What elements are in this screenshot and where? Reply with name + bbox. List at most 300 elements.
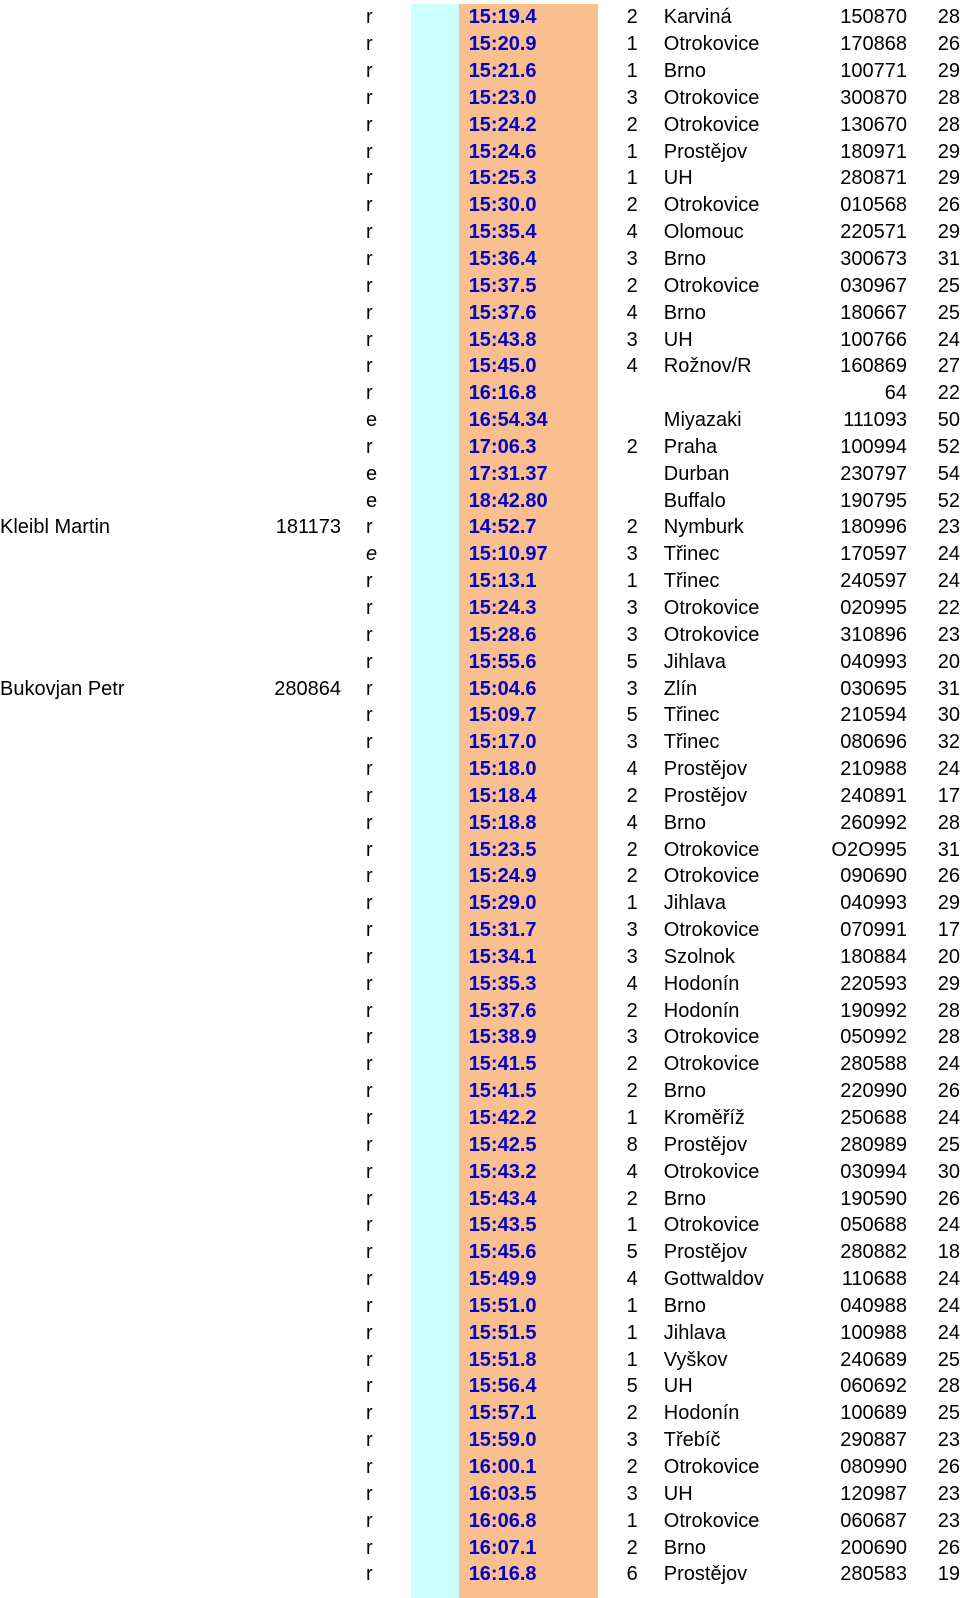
athlete-id [248,192,341,219]
athlete-age: 24 [937,1268,960,1291]
blank-cell [417,1319,461,1346]
athlete-age: 23 [937,1429,960,1452]
table-row [0,729,960,756]
athlete-id [248,1078,341,1105]
athlete-id [248,326,341,353]
venue: Rožnov/R [663,355,752,378]
athlete-name [0,31,248,58]
table-row [0,1158,960,1185]
record-type: r [366,919,373,942]
athlete-id [248,648,341,675]
result-time: 16:07.1 [468,1536,537,1559]
result-date: 090690 [840,865,908,888]
athlete-name [0,1185,248,1212]
result-date: 040988 [840,1294,908,1317]
athlete-age: 25 [937,1133,960,1156]
venue: Vyškov [663,1348,728,1371]
result-time: 15:35.4 [468,221,537,244]
result-time: 16:16.8 [468,382,537,405]
result-date: 030967 [840,274,908,297]
heat-number: 1 [626,1294,638,1317]
venue: Brno [663,1294,707,1317]
blank-cell [417,1266,461,1293]
venue: Gottwaldov [663,1268,764,1291]
table-row [0,1319,960,1346]
heat-number: 2 [626,1053,638,1076]
record-type: r [366,650,373,673]
heat-number: 4 [626,972,638,995]
record-type: r [366,328,373,351]
heat-number: 5 [626,650,638,673]
athlete-id [248,1427,341,1454]
blank-cell [417,809,461,836]
athlete-name [0,1373,248,1400]
venue: Hodonín [663,1402,740,1425]
result-date: 290887 [840,1429,908,1452]
venue: Otrokovice [663,865,760,888]
result-time: 15:18.0 [468,758,537,781]
heat-number: 3 [626,623,638,646]
result-time: 15:43.8 [468,328,537,351]
table-row [0,568,960,595]
blank-cell [417,1158,461,1185]
record-type: e [366,489,378,512]
athlete-id [248,1266,341,1293]
result-date: 260992 [840,811,908,834]
venue: Zlín [663,677,698,700]
blank-cell [417,4,461,31]
blank-cell [417,246,461,273]
heat-number: 2 [626,1536,638,1559]
record-type: r [366,623,373,646]
athlete-age: 31 [937,677,960,700]
blank-cell [417,756,461,783]
blank-cell [417,1507,461,1534]
result-time: 15:18.8 [468,811,537,834]
heat-number: 4 [626,1268,638,1291]
result-date: 210594 [840,704,908,727]
athlete-name [0,407,248,434]
athlete-name [0,1507,248,1534]
athlete-id [248,1319,341,1346]
heat-number: 1 [626,140,638,163]
table-row [0,514,960,541]
athlete-id [248,1131,341,1158]
blank-cell [417,648,461,675]
athlete-name [0,836,248,863]
athlete-id [248,4,341,31]
table-row [0,31,960,58]
table-row [0,353,960,380]
blank-cell [417,970,461,997]
venue: Prostějov [663,1133,748,1156]
athlete-name [0,1158,248,1185]
athlete-id [248,729,341,756]
venue: Třinec [663,731,720,754]
record-type: r [366,677,373,700]
blank-cell [417,1105,461,1132]
result-time: 15:43.5 [468,1214,537,1237]
venue: UH [663,328,693,351]
table-row [0,863,960,890]
result-time: 15:31.7 [468,919,537,942]
athlete-id [248,165,341,192]
blank-cell [417,1373,461,1400]
blank-cell [417,1293,461,1320]
athlete-id [248,944,341,971]
record-type: r [366,1268,373,1291]
venue: UH [663,167,693,190]
result-time: 15:37.5 [468,274,537,297]
record-type: r [366,1294,373,1317]
venue: Prostějov [663,758,748,781]
blank-cell [417,863,461,890]
blank-cell [417,729,461,756]
result-date: 020995 [840,596,908,619]
table-row [0,58,960,85]
blank-cell [417,595,461,622]
result-time: 15:17.0 [468,731,537,754]
athlete-name [0,434,248,461]
blank-cell [417,434,461,461]
venue: UH [663,1482,693,1505]
athlete-age: 26 [937,865,960,888]
venue: Brno [663,1187,707,1210]
record-type: e [366,462,378,485]
table-row [0,1346,960,1373]
record-type: r [366,1107,373,1130]
result-time: 15:41.5 [468,1080,537,1103]
athlete-age: 28 [937,1375,960,1398]
athlete-age: 29 [937,892,960,915]
athlete-id [248,1400,341,1427]
athlete-age: 23 [937,1482,960,1505]
blank-cell [417,782,461,809]
venue: Otrokovice [663,596,760,619]
table-row [0,1266,960,1293]
athlete-age: 19 [937,1563,960,1586]
table-row [0,756,960,783]
table-row [0,460,960,487]
record-type: r [366,596,373,619]
athlete-name [0,246,248,273]
heat-number: 1 [626,60,638,83]
athlete-age: 30 [937,1160,960,1183]
result-time: 15:28.6 [468,623,537,646]
heat-number: 3 [626,1026,638,1049]
athlete-name [0,1239,248,1266]
result-date: 030695 [840,677,908,700]
heat-number: 3 [626,1482,638,1505]
record-type: r [366,1563,373,1586]
result-time: 17:31.37 [468,462,548,485]
table-row [0,1239,960,1266]
result-time: 15:45.0 [468,355,537,378]
athlete-age: 24 [937,543,960,566]
table-row [0,1427,960,1454]
record-type: r [366,516,373,539]
athlete-id [248,595,341,622]
result-date: 220571 [840,221,908,244]
table-row [0,1078,960,1105]
blank-cell [417,675,461,702]
table-row [0,1454,960,1481]
result-time: 15:51.8 [468,1348,537,1371]
record-type: r [366,382,373,405]
heat-number [602,460,638,487]
result-time: 15:23.0 [468,86,537,109]
record-type: r [366,435,373,458]
venue: Brno [663,811,707,834]
result-time: 16:54.34 [468,409,548,432]
result-date: 240891 [840,784,908,807]
athlete-age: 28 [937,999,960,1022]
venue: Brno [663,1080,707,1103]
blank-cell [417,1400,461,1427]
blank-cell [417,31,461,58]
result-date: 040993 [840,650,908,673]
heat-number: 4 [626,301,638,324]
result-date: 130670 [840,113,908,136]
table-row [0,1534,960,1561]
athlete-age: 26 [937,194,960,217]
athlete-age: 25 [937,1402,960,1425]
table-row [0,541,960,568]
record-type: r [366,113,373,136]
result-time: 15:37.6 [468,999,537,1022]
result-date: 180971 [840,140,908,163]
heat-number [602,407,638,434]
athlete-name [0,756,248,783]
record-type: r [366,865,373,888]
blank-cell [417,380,461,407]
blank-cell [417,1427,461,1454]
record-type: r [366,274,373,297]
athlete-name [0,917,248,944]
athlete-age: 24 [937,1107,960,1130]
heat-number: 3 [626,328,638,351]
result-date: O2O995 [831,838,908,861]
athlete-name [0,863,248,890]
athlete-id [248,621,341,648]
athlete-age: 52 [937,435,960,458]
venue: Kroměříž [663,1107,745,1130]
heat-number: 5 [626,704,638,727]
venue: Olomouc [663,221,744,244]
athlete-name [0,165,248,192]
heat-number: 3 [626,731,638,754]
blank-cell [417,407,461,434]
athlete-name [0,702,248,729]
heat-number: 2 [626,999,638,1022]
venue [638,380,819,407]
record-type: e [366,543,378,566]
record-type: r [366,1402,373,1425]
athlete-id [248,836,341,863]
record-type: r [366,33,373,56]
result-time: 15:38.9 [468,1026,537,1049]
result-time: 15:34.1 [468,945,537,968]
athlete-age: 24 [937,570,960,593]
blank-cell [417,487,461,514]
athlete-name [0,1561,248,1588]
athlete-name [0,1051,248,1078]
athlete-name [0,1212,248,1239]
blank-cell [417,890,461,917]
result-date: 240597 [840,570,908,593]
blank-cell [417,111,461,138]
athlete-age: 22 [937,596,960,619]
athlete-name [0,1346,248,1373]
table-row [0,1131,960,1158]
result-time: 15:42.2 [468,1107,537,1130]
blank-cell [417,997,461,1024]
result-time: 15:24.2 [468,113,537,136]
athlete-id [248,1507,341,1534]
result-date: 180996 [840,516,908,539]
heat-number: 3 [626,945,638,968]
result-time: 15:35.3 [468,972,537,995]
result-time: 15:10.97 [468,543,548,566]
result-date: 300870 [840,86,908,109]
result-date: 310896 [840,623,908,646]
heat-number: 4 [626,221,638,244]
athlete-name [0,4,248,31]
record-type: r [366,1133,373,1156]
athlete-id [248,541,341,568]
athlete-age: 29 [937,167,960,190]
table-row [0,165,960,192]
record-type: r [366,248,373,271]
record-type: r [366,1429,373,1452]
athlete-age: 25 [937,1348,960,1371]
result-date: 100771 [840,60,908,83]
record-type: r [366,221,373,244]
athlete-name [0,944,248,971]
table-row [0,1185,960,1212]
athlete-age: 28 [937,1026,960,1049]
result-date: 100994 [840,435,908,458]
result-time: 15:29.0 [468,892,537,915]
result-date: 111093 [843,409,908,432]
blank-cell [417,1480,461,1507]
record-type: r [366,811,373,834]
table-row [0,1507,960,1534]
athlete-name [0,460,248,487]
athlete-age: 52 [937,489,960,512]
venue: Otrokovice [663,838,760,861]
heat-number: 4 [626,758,638,781]
heat-number: 1 [626,1348,638,1371]
table-row [0,111,960,138]
heat-number: 2 [626,784,638,807]
record-type: r [366,355,373,378]
heat-number: 5 [626,1375,638,1398]
result-date: 060692 [840,1375,908,1398]
venue: Třinec [663,704,720,727]
heat-number: 2 [626,1187,638,1210]
venue: Jihlava [663,650,727,673]
heat-number: 2 [626,838,638,861]
result-date: 190590 [840,1187,908,1210]
result-time: 15:21.6 [468,60,537,83]
result-date: 64 [884,382,908,405]
result-time: 15:19.4 [468,6,537,29]
venue: Otrokovice [663,1214,760,1237]
result-date: 280989 [840,1133,908,1156]
athlete-id [248,272,341,299]
result-time: 16:16.8 [468,1563,537,1586]
heat-number: 2 [626,516,638,539]
athlete-id [248,970,341,997]
result-time: 15:55.6 [468,650,537,673]
table-row [0,1561,960,1588]
athlete-id [248,58,341,85]
record-type: r [366,194,373,217]
venue: Třinec [663,570,720,593]
athlete-age: 25 [937,274,960,297]
athlete-id [248,299,341,326]
result-time: 15:04.6 [468,677,537,700]
venue: Brno [663,60,707,83]
athlete-name [0,1131,248,1158]
blank-cell [417,702,461,729]
athlete-id [248,1239,341,1266]
athlete-id [248,568,341,595]
venue: Prostějov [663,1563,748,1586]
table-row [0,836,960,863]
result-time: 18:42.80 [468,489,548,512]
athlete-name [0,1024,248,1051]
venue: Karviná [663,6,732,29]
heat-number: 3 [626,919,638,942]
heat-number: 2 [626,1455,638,1478]
record-type: r [366,167,373,190]
result-time: 15:56.4 [468,1375,537,1398]
result-date: 100766 [840,328,908,351]
venue: Otrokovice [663,194,760,217]
athlete-age: 20 [937,945,960,968]
athlete-id [248,782,341,809]
athlete-name [0,729,248,756]
result-date: 280882 [840,1241,908,1264]
venue: Otrokovice [663,274,760,297]
result-time: 15:23.5 [468,838,537,861]
athlete-id: 280864 [274,677,342,700]
record-type: r [366,1053,373,1076]
athlete-name [0,111,248,138]
table-row [0,997,960,1024]
result-time: 15:30.0 [468,194,537,217]
result-time: 15:42.5 [468,1133,537,1156]
athlete-name [0,648,248,675]
table-row [0,595,960,622]
result-date: 080696 [840,731,908,754]
result-time: 16:06.8 [468,1509,537,1532]
result-time: 17:06.3 [468,435,537,458]
table-row [0,702,960,729]
record-type: r [366,1536,373,1559]
venue: Buffalo [663,489,726,512]
athlete-age: 29 [937,221,960,244]
athlete-id [248,487,341,514]
athlete-id [248,1024,341,1051]
heat-number: 1 [626,570,638,593]
blank-cell [417,1534,461,1561]
result-date: 280588 [840,1053,908,1076]
results-table-body [0,4,960,1588]
result-date: 180667 [840,301,908,324]
